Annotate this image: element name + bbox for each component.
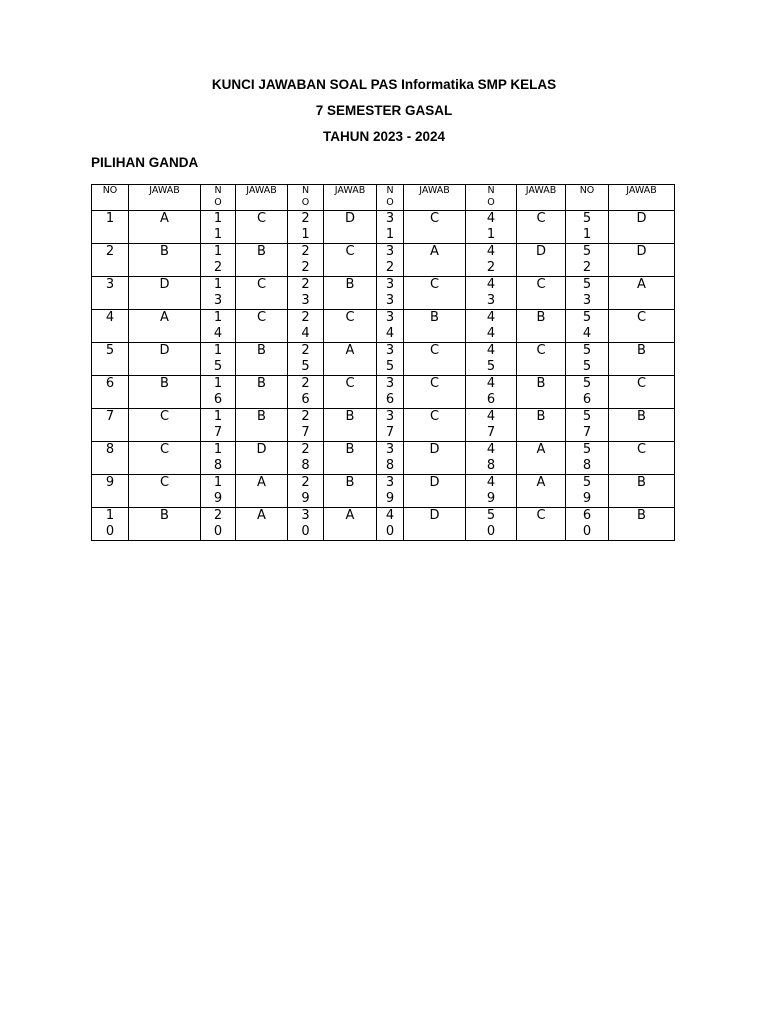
question-number-cell: 6 [92, 376, 129, 409]
header-jawab: JAWAB [404, 185, 466, 211]
answer-cell: B [236, 409, 288, 442]
question-number-cell: 53 [566, 277, 609, 310]
table-row [92, 409, 675, 442]
question-number-cell: 8 [92, 442, 129, 475]
question-number-cell: 54 [566, 310, 609, 343]
question-number-cell: 3 [92, 277, 129, 310]
question-number-cell: 36 [377, 376, 404, 409]
question-number-cell: 33 [377, 277, 404, 310]
answer-cell: C [517, 277, 566, 310]
question-number-cell: 32 [377, 244, 404, 277]
answer-cell: C [236, 310, 288, 343]
question-number-cell: 22 [288, 244, 324, 277]
question-number-cell: 45 [466, 343, 517, 376]
question-number-cell: 25 [288, 343, 324, 376]
answer-cell: B [324, 442, 377, 475]
academic-year: TAHUN 2023 - 2024 [322, 129, 446, 144]
answer-cell: B [236, 376, 288, 409]
answer-cell: C [404, 211, 466, 244]
document-title: KUNCI JAWABAN SOAL PAS Informatika SMP KELAS [211, 77, 557, 92]
question-number-cell: 40 [377, 508, 404, 541]
question-number-cell: 17 [201, 409, 236, 442]
question-number-cell: 30 [288, 508, 324, 541]
question-number-cell: 23 [288, 277, 324, 310]
answer-cell: A [404, 244, 466, 277]
answer-cell: A [324, 343, 377, 376]
answer-cell: B [609, 409, 675, 442]
answer-cell: B [324, 409, 377, 442]
question-number-cell: 47 [466, 409, 517, 442]
table-row [92, 475, 675, 508]
header-no: NO [92, 185, 129, 211]
question-number-cell: 29 [288, 475, 324, 508]
answer-cell: D [517, 244, 566, 277]
answer-cell: D [236, 442, 288, 475]
question-number-cell: 7 [92, 409, 129, 442]
answer-cell: C [404, 343, 466, 376]
answer-cell: C [609, 442, 675, 475]
question-number-cell: 21 [288, 211, 324, 244]
answer-cell: A [517, 475, 566, 508]
header-no: NO [288, 185, 324, 211]
question-number-cell: 27 [288, 409, 324, 442]
question-number-cell: 28 [288, 442, 324, 475]
question-number-cell: 10 [92, 508, 129, 541]
table-header-row [92, 185, 675, 211]
question-number-cell: 35 [377, 343, 404, 376]
question-number-cell: 56 [566, 376, 609, 409]
question-number-cell: 20 [201, 508, 236, 541]
header-no: NO [201, 185, 236, 211]
answer-cell: B [324, 277, 377, 310]
question-number-cell: 58 [566, 442, 609, 475]
question-number-cell: 2 [92, 244, 129, 277]
question-number-cell: 34 [377, 310, 404, 343]
answer-cell: A [129, 211, 201, 244]
question-number-cell: 11 [201, 211, 236, 244]
answer-cell: C [404, 277, 466, 310]
question-number-cell: 48 [466, 442, 517, 475]
answer-cell: A [324, 508, 377, 541]
answer-cell: D [324, 211, 377, 244]
answer-cell: D [129, 343, 201, 376]
question-number-cell: 1 [92, 211, 129, 244]
answer-cell: C [129, 409, 201, 442]
answer-cell: C [324, 310, 377, 343]
answer-cell: D [404, 475, 466, 508]
answer-cell: C [236, 211, 288, 244]
question-number-cell: 14 [201, 310, 236, 343]
table-row [92, 244, 675, 277]
table-row [92, 508, 675, 541]
header-no: NO [566, 185, 609, 211]
answer-cell: C [129, 475, 201, 508]
question-number-cell: 55 [566, 343, 609, 376]
answer-cell: C [609, 310, 675, 343]
answer-cell: D [404, 508, 466, 541]
section-heading: PILIHAN GANDA [91, 155, 199, 170]
answer-cell: B [129, 244, 201, 277]
header-no: NO [377, 185, 404, 211]
answer-cell: A [129, 310, 201, 343]
table-row [92, 277, 675, 310]
answer-cell: B [129, 376, 201, 409]
answer-cell: C [324, 376, 377, 409]
question-number-cell: 44 [466, 310, 517, 343]
question-number-cell: 24 [288, 310, 324, 343]
question-number-cell: 51 [566, 211, 609, 244]
question-number-cell: 15 [201, 343, 236, 376]
table-row [92, 442, 675, 475]
header-no: NO [466, 185, 517, 211]
question-number-cell: 46 [466, 376, 517, 409]
question-number-cell: 18 [201, 442, 236, 475]
answer-cell: B [609, 508, 675, 541]
question-number-cell: 42 [466, 244, 517, 277]
document-subtitle: 7 SEMESTER GASAL [315, 103, 453, 118]
answer-cell: C [236, 277, 288, 310]
question-number-cell: 31 [377, 211, 404, 244]
answer-rows [92, 211, 675, 541]
header-jawab: JAWAB [609, 185, 675, 211]
answer-cell: C [129, 442, 201, 475]
answer-cell: D [609, 211, 675, 244]
answer-cell: B [517, 409, 566, 442]
question-number-cell: 19 [201, 475, 236, 508]
answer-cell: D [129, 277, 201, 310]
answer-cell: B [517, 376, 566, 409]
header-jawab: JAWAB [129, 185, 201, 211]
answer-key-table [91, 184, 675, 541]
answer-cell: C [324, 244, 377, 277]
answer-cell: C [404, 409, 466, 442]
answer-cell: B [129, 508, 201, 541]
answer-cell: A [236, 475, 288, 508]
answer-cell: C [517, 343, 566, 376]
header-jawab: JAWAB [236, 185, 288, 211]
question-number-cell: 4 [92, 310, 129, 343]
answer-cell: B [324, 475, 377, 508]
answer-cell: B [517, 310, 566, 343]
question-number-cell: 59 [566, 475, 609, 508]
question-number-cell: 9 [92, 475, 129, 508]
header-jawab: JAWAB [517, 185, 566, 211]
question-number-cell: 12 [201, 244, 236, 277]
question-number-cell: 37 [377, 409, 404, 442]
question-number-cell: 60 [566, 508, 609, 541]
question-number-cell: 41 [466, 211, 517, 244]
question-number-cell: 43 [466, 277, 517, 310]
answer-cell: B [404, 310, 466, 343]
question-number-cell: 52 [566, 244, 609, 277]
question-number-cell: 26 [288, 376, 324, 409]
answer-cell: A [609, 277, 675, 310]
table-row [92, 376, 675, 409]
question-number-cell: 39 [377, 475, 404, 508]
answer-cell: C [517, 508, 566, 541]
table-row [92, 211, 675, 244]
question-number-cell: 49 [466, 475, 517, 508]
answer-cell: B [609, 475, 675, 508]
question-number-cell: 13 [201, 277, 236, 310]
answer-cell: A [236, 508, 288, 541]
answer-cell: B [236, 244, 288, 277]
question-number-cell: 16 [201, 376, 236, 409]
header-jawab: JAWAB [324, 185, 377, 211]
answer-cell: C [517, 211, 566, 244]
answer-cell: C [609, 376, 675, 409]
question-number-cell: 5 [92, 343, 129, 376]
question-number-cell: 38 [377, 442, 404, 475]
table-row [92, 310, 675, 343]
question-number-cell: 57 [566, 409, 609, 442]
answer-cell: B [609, 343, 675, 376]
answer-cell: B [236, 343, 288, 376]
question-number-cell: 50 [466, 508, 517, 541]
answer-cell: A [517, 442, 566, 475]
table-row [92, 343, 675, 376]
answer-cell: D [404, 442, 466, 475]
answer-cell: D [609, 244, 675, 277]
answer-cell: C [404, 376, 466, 409]
